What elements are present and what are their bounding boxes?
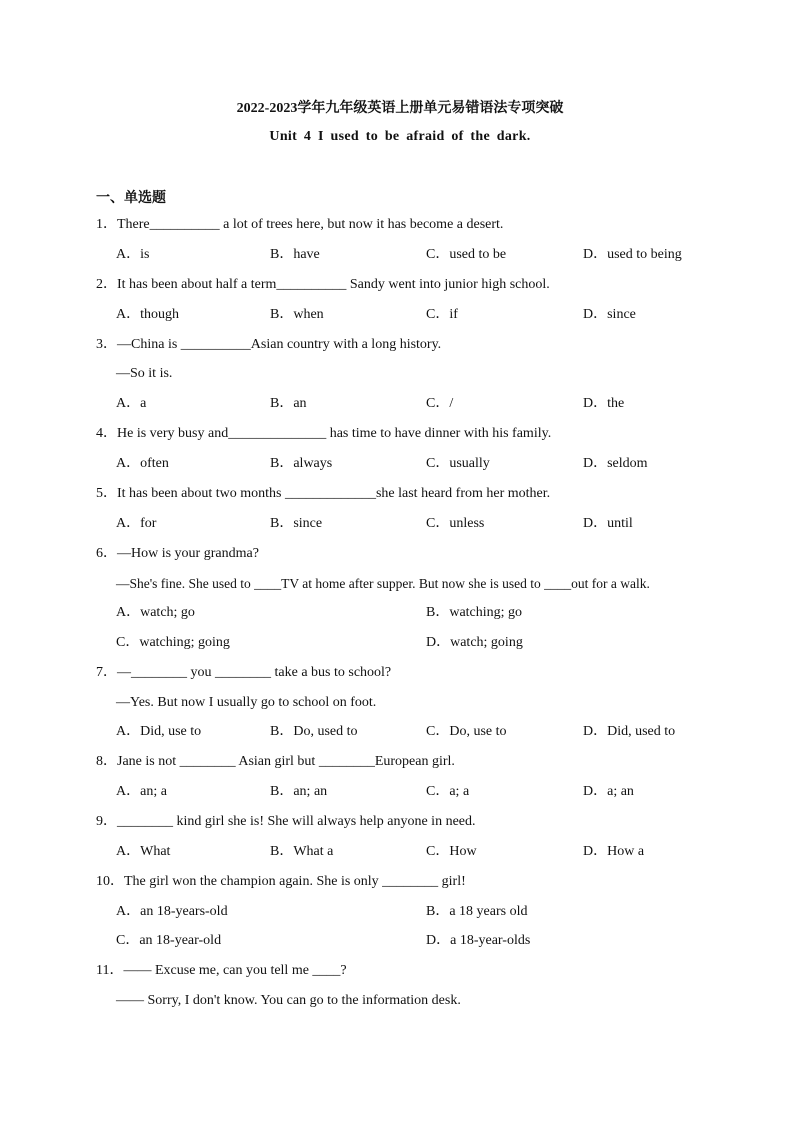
q6-option-a: A．watch; go — [116, 605, 195, 620]
q10-option-c: C．an 18-year-old — [116, 933, 222, 948]
q3-option-b: B．an — [270, 396, 307, 411]
q4-option-b: B．always — [270, 456, 333, 471]
q5-option-b: B．since — [270, 516, 323, 531]
q9-option-d: D．How a — [583, 844, 645, 859]
question-10-stem: 10．The girl won the champion again. She is only ________ girl! — [96, 874, 466, 889]
q1-option-d: D．used to being — [583, 247, 682, 262]
question-3-stem: 3．—China is __________Asian country with a long history. — [96, 337, 442, 352]
question-11-stem: 11．—— Excuse me, can you tell me ____? — [96, 963, 347, 978]
question-7-reply: —Yes. But now I usually go to school on foot. — [116, 695, 377, 710]
q3-option-c: C．/ — [426, 396, 454, 411]
q3-option-d: D．the — [583, 396, 625, 411]
question-11-reply: —— Sorry, I don't know. You can go to the information desk. — [116, 993, 461, 1008]
q10-option-a: A．an 18-years-old — [116, 904, 228, 919]
question-1-stem: 1．There__________ a lot of trees here, but now it has become a desert. — [96, 217, 504, 232]
q6-option-c: C．watching; going — [116, 635, 230, 650]
question-3-reply: —So it is. — [116, 366, 173, 381]
q8-option-c: C．a; a — [426, 784, 470, 799]
q2-option-c: C．if — [426, 307, 458, 322]
q10-option-d: D．a 18-year-olds — [426, 933, 531, 948]
q1-option-a: A．is — [116, 247, 150, 262]
q4-option-a: A．often — [116, 456, 169, 471]
q3-option-a: A．a — [116, 396, 147, 411]
question-9-stem: 9．________ kind girl she is! She will always help anyone in need. — [96, 814, 476, 829]
q7-option-d: D．Did, used to — [583, 724, 676, 739]
question-4-stem: 4．He is very busy and______________ has time to have dinner with his family. — [96, 426, 552, 441]
worksheet-title: 2022-2023学年九年级英语上册单元易错语法专项突破 — [236, 101, 564, 116]
q5-option-d: D．until — [583, 516, 633, 531]
q4-option-d: D．seldom — [583, 456, 648, 471]
question-6-stem: 6．—How is your grandma? — [96, 546, 259, 561]
q8-option-b: B．an; an — [270, 784, 328, 799]
section-heading: 一、单选题 — [96, 191, 166, 206]
q5-option-c: C．unless — [426, 516, 485, 531]
q10-option-b: B．a 18 years old — [426, 904, 528, 919]
q7-option-b: B．Do, used to — [270, 724, 358, 739]
question-7-stem: 7．—________ you ________ take a bus to school? — [96, 665, 392, 680]
question-5-stem: 5．It has been about two months _____________she last heard from her mother. — [96, 486, 551, 501]
q1-option-b: B．have — [270, 247, 320, 262]
question-2-stem: 2．It has been about half a term__________ Sandy went into junior high school. — [96, 277, 550, 292]
q6-option-d: D．watch; going — [426, 635, 523, 650]
question-6-reply: —She's fine. She used to ____TV at home after supper. But now she is used to ____out for a walk. — [116, 576, 650, 591]
unit-subtitle: Unit 4 I used to be afraid of the dark. — [269, 129, 531, 144]
q9-option-b: B．What a — [270, 844, 334, 859]
q2-option-d: D．since — [583, 307, 636, 322]
q8-option-d: D．a; an — [583, 784, 634, 799]
q5-option-a: A．for — [116, 516, 157, 531]
q9-option-c: C．How — [426, 844, 477, 859]
question-8-stem: 8．Jane is not ________ Asian girl but ________European girl. — [96, 754, 455, 769]
q9-option-a: A．What — [116, 844, 171, 859]
q6-option-b: B．watching; go — [426, 605, 523, 620]
q4-option-c: C．usually — [426, 456, 490, 471]
q7-option-a: A．Did, use to — [116, 724, 202, 739]
q8-option-a: A．an; a — [116, 784, 167, 799]
q2-option-a: A．though — [116, 307, 179, 322]
q7-option-c: C．Do, use to — [426, 724, 507, 739]
q1-option-c: C．used to be — [426, 247, 507, 262]
q2-option-b: B．when — [270, 307, 324, 322]
